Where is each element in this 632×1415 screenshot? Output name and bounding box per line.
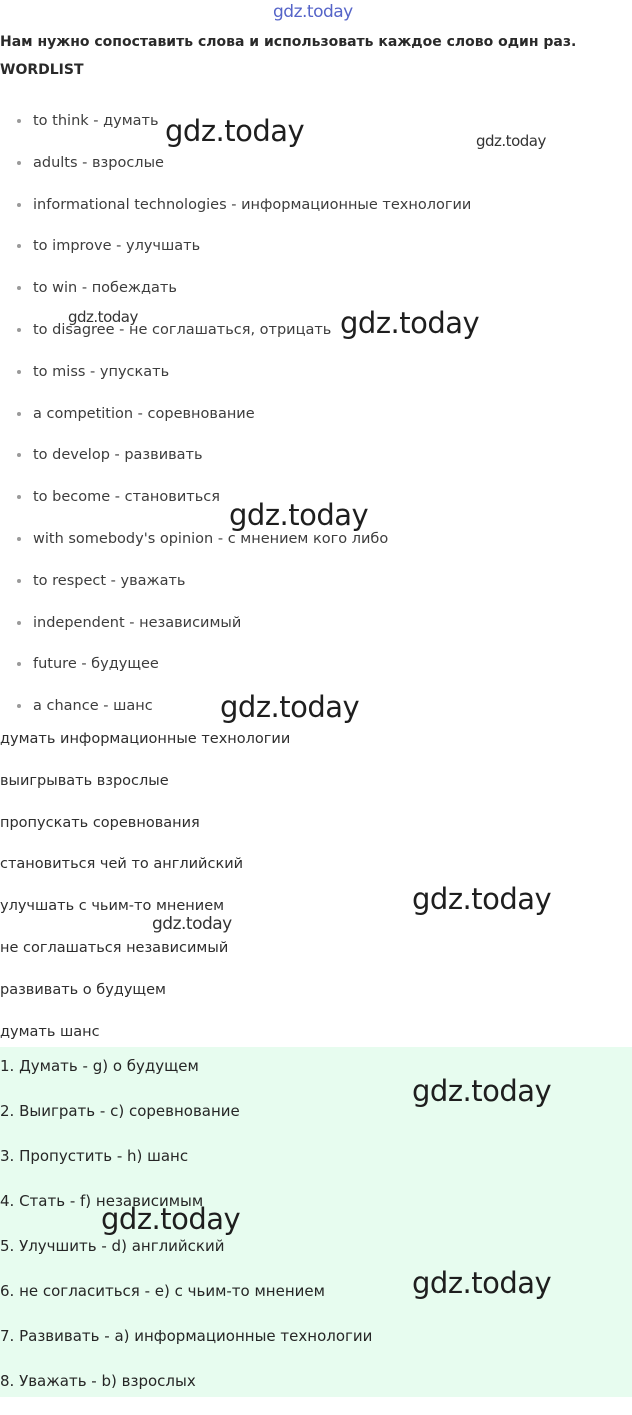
list-item: to improve - улучшать xyxy=(0,235,471,277)
pair-line: развивать о будущем xyxy=(0,981,166,998)
bullet-icon xyxy=(17,370,21,374)
pair-line: выигрывать взрослые xyxy=(0,772,169,789)
watermark: gdz.today xyxy=(412,1074,552,1108)
watermark: gdz.today xyxy=(229,498,369,532)
list-item: to win - побеждать xyxy=(0,277,471,319)
list-item: informational technologies - информационные технологии xyxy=(0,194,471,236)
pair-line: не соглашаться независимый xyxy=(0,939,229,956)
answer-line: 6. не согласиться - e) с чьим-то мнением xyxy=(0,1282,325,1300)
list-item: a competition - соревнование xyxy=(0,403,471,445)
bullet-icon xyxy=(17,328,21,332)
list-item: to disagree - не соглашаться, отрицать xyxy=(0,319,471,361)
answer-line: 1. Думать - g) о будущем xyxy=(0,1057,199,1075)
answer-list xyxy=(0,1055,372,1415)
list-item: independent - независимый xyxy=(0,612,471,654)
bullet-icon xyxy=(17,286,21,290)
list-item: to respect - уважать xyxy=(0,570,471,612)
watermark: gdz.today xyxy=(68,308,138,326)
answer-line: 7. Развивать - a) информационные технологии xyxy=(0,1327,373,1345)
bullet-icon xyxy=(17,161,21,165)
watermark: gdz.today xyxy=(152,914,232,934)
pair-line: становиться чей то английский xyxy=(0,856,244,873)
answer-line: 5. Улучшить - d) английский xyxy=(0,1237,225,1255)
watermark: gdz.today xyxy=(412,882,552,916)
bullet-icon xyxy=(17,119,21,123)
bullet-icon xyxy=(17,453,21,457)
pair-line: думать шанс xyxy=(0,1023,100,1040)
bullet-icon xyxy=(17,495,21,499)
list-item: to develop - развивать xyxy=(0,444,471,486)
watermark: gdz.today xyxy=(340,306,480,340)
list-item: future - будущее xyxy=(0,653,471,695)
word-pairs xyxy=(0,728,290,1062)
bullet-icon xyxy=(17,412,21,416)
bullet-icon xyxy=(17,621,21,625)
watermark: gdz.today xyxy=(165,114,305,148)
watermark: gdz.today xyxy=(220,690,360,724)
watermark: gdz.today xyxy=(476,132,546,150)
list-item: adults - взрослые xyxy=(0,152,471,194)
bullet-icon xyxy=(17,537,21,541)
bullet-icon xyxy=(17,203,21,207)
answer-block xyxy=(0,1047,632,1397)
wordlist xyxy=(0,110,471,737)
bullet-icon xyxy=(17,662,21,666)
list-item: to become - становиться xyxy=(0,486,471,528)
pair-line: пропускать соревнования xyxy=(0,814,200,831)
pair-line: улучшать с чьим-то мнением xyxy=(0,898,225,915)
bullet-icon xyxy=(17,244,21,248)
watermark: gdz.today xyxy=(101,1202,241,1236)
task-instruction: Нам нужно сопоставить слова и использовать каждое слово один раз. xyxy=(0,34,577,50)
pair-line: думать информационные технологии xyxy=(0,731,291,747)
bullet-icon xyxy=(17,579,21,583)
list-item: a chance - шанс xyxy=(0,695,471,737)
answer-line: 8. Уважать - b) взрослых xyxy=(0,1372,196,1390)
answer-line: 4. Стать - f) независимым xyxy=(0,1192,204,1210)
list-item: with somebody's opinion - с мнением кого либо xyxy=(0,528,471,570)
answer-line: 3. Пропустить - h) шанс xyxy=(0,1147,189,1165)
bullet-icon xyxy=(17,704,21,708)
list-item: to miss - упускать xyxy=(0,361,471,403)
watermark: gdz.today xyxy=(412,1266,552,1300)
site-logo[interactable]: gdz.today xyxy=(273,2,353,22)
list-item: to think - думать xyxy=(0,110,471,152)
answer-line: 2. Выиграть - c) соревнование xyxy=(0,1102,240,1120)
wordlist-heading: WORDLIST xyxy=(0,62,84,78)
